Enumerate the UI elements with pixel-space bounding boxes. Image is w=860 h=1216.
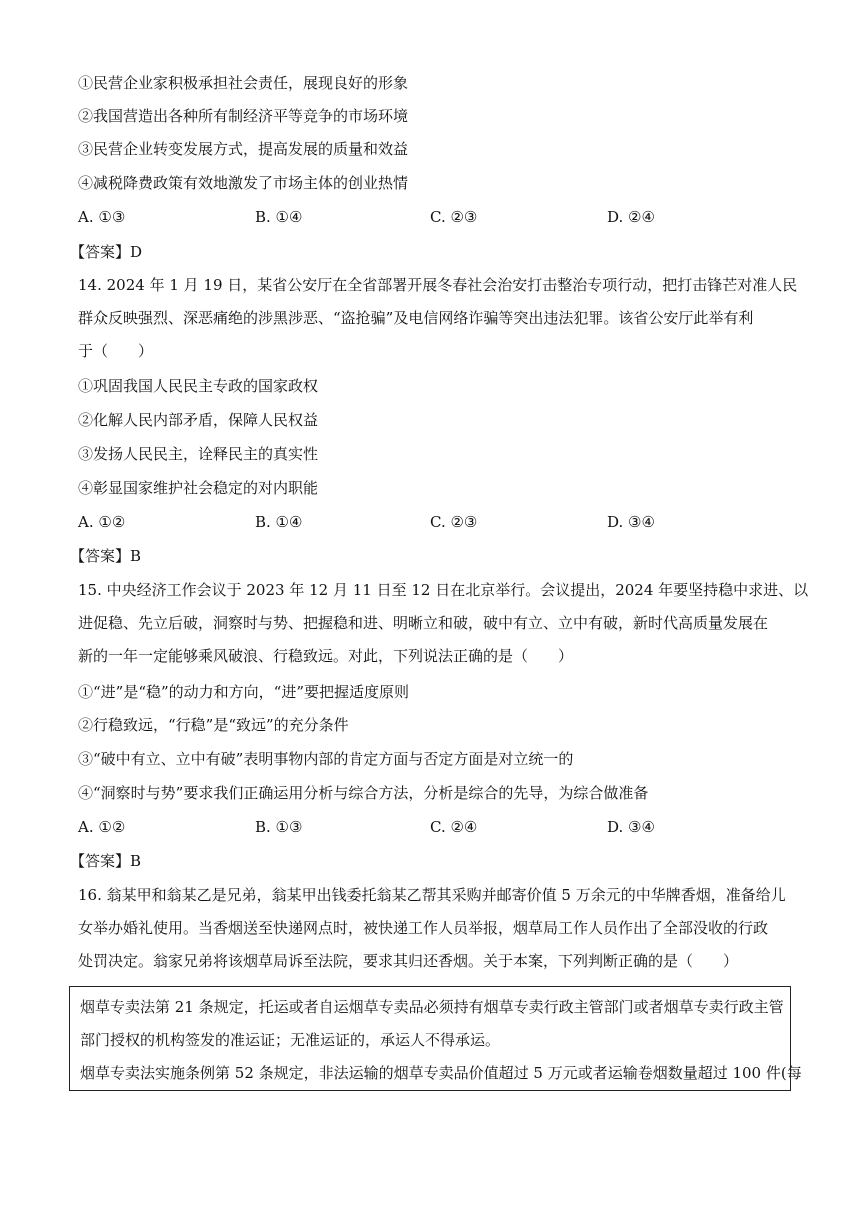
q14-option-d: D. ③④ [607, 513, 655, 531]
q14-item-4: ④彰显国家维护社会稳定的对内职能 [78, 479, 319, 497]
q14-item-1: ①巩固我国人民民主专政的国家政权 [78, 377, 319, 395]
q13-option-b: B. ①④ [255, 208, 303, 226]
q14-stem-line-3: 于（ ） [78, 342, 154, 360]
q15-item-3: ③“破中有立、立中有破”表明事物内部的肯定方面与否定方面是对立统一的 [78, 750, 574, 768]
q14-stem-line-1: 14. 2024 年 1 月 19 日，某省公安厅在全省部署开展冬春社会治安打击整治专项行动，把打击锋芒对准人民 [78, 276, 798, 294]
q16-stem [78, 879, 794, 978]
q14-answer: 【答案】B [70, 547, 142, 565]
q14-option-a: A. ①② [78, 513, 126, 531]
q13-answer: 【答案】D [70, 243, 143, 261]
q13-item-1: ①民营企业家积极承担社会责任，展现良好的形象 [78, 74, 409, 92]
q14-options [78, 511, 798, 533]
q15-option-b: B. ①③ [255, 818, 303, 836]
q13-option-d: D. ②④ [607, 208, 655, 226]
q14-stem-line-2: 群众反映强烈、深恶痛绝的涉黑涉恶、“盗抢骗”及电信网络诈骗等突出违法犯罪。该省公安厅此举有利 [78, 309, 754, 327]
q13-item-3: ③民营企业转变发展方式，提高发展的质量和效益 [78, 140, 409, 158]
q13-options [78, 206, 798, 228]
q14-stem [78, 269, 798, 368]
q15-stem-line-1: 15. 中央经济工作会议于 2023 年 12 月 11 日至 12 日在北京举行。会议提出，2024 年要坚持稳中求进、以 [78, 581, 809, 599]
q15-item-2: ②行稳致远，“行稳”是“致远”的充分条件 [78, 716, 349, 734]
q14-option-b: B. ①④ [255, 513, 303, 531]
q15-item-4: ④“洞察时与势”要求我们正确运用分析与综合方法，分析是综合的先导，为综合做准备 [78, 784, 649, 802]
q16-material-box [69, 986, 802, 1091]
q15-option-c: C. ②④ [430, 818, 478, 836]
q16-material-line-3: 烟草专卖法实施条例第 52 条规定，非法运输的烟草专卖品价值超过 5 万元或者运输卷烟数量超过 100 件(每 [80, 1064, 802, 1082]
q16-stem-line-1: 16. 翁某甲和翁某乙是兄弟，翁某甲出钱委托翁某乙帮其采购并邮寄价值 5 万余元的中华牌香烟，准备给儿 [78, 886, 786, 904]
q15-stem [78, 574, 809, 673]
q15-stem-line-2: 进促稳、先立后破，洞察时与势、把握稳和进、明晰立和破，破中有立、立中有破，新时代高质量发展在 [78, 614, 769, 632]
q15-options [78, 816, 798, 838]
q16-stem-line-3: 处罚决定。翁家兄弟将该烟草局诉至法院，要求其归还香烟。关于本案，下列判断正确的是（ ） [78, 952, 739, 970]
q13-item-2: ②我国营造出各种所有制经济平等竞争的市场环境 [78, 107, 409, 125]
q15-stem-line-3: 新的一年一定能够乘风破浪、行稳致远。对此，下列说法正确的是（ ） [78, 647, 574, 665]
q13-item-4: ④减税降费政策有效地激发了市场主体的创业热情 [78, 174, 409, 192]
q15-option-a: A. ①② [78, 818, 126, 836]
q16-material-line-2: 部门授权的机构签发的准运证；无准运证的，承运人不得承运。 [80, 1031, 501, 1049]
q13-option-a: A. ①③ [78, 208, 126, 226]
q16-stem-line-2: 女举办婚礼使用。当香烟送至快递网点时，被快递工作人员举报，烟草局工作人员作出了全部没收的行政 [78, 919, 769, 937]
q14-item-2: ②化解人民内部矛盾，保障人民权益 [78, 411, 319, 429]
q15-option-d: D. ③④ [607, 818, 655, 836]
q16-material-line-1: 烟草专卖法第 21 条规定，托运或者自运烟草专卖品必须持有烟草专卖行政主管部门或者烟草专卖行政主管 [80, 998, 784, 1016]
q13-option-c: C. ②③ [430, 208, 478, 226]
q14-option-c: C. ②③ [430, 513, 478, 531]
q15-item-1: ①“进”是“稳”的动力和方向，“进”要把握适度原则 [78, 683, 410, 701]
q14-item-3: ③发扬人民民主，诠释民主的真实性 [78, 445, 319, 463]
q15-answer: 【答案】B [70, 852, 142, 870]
